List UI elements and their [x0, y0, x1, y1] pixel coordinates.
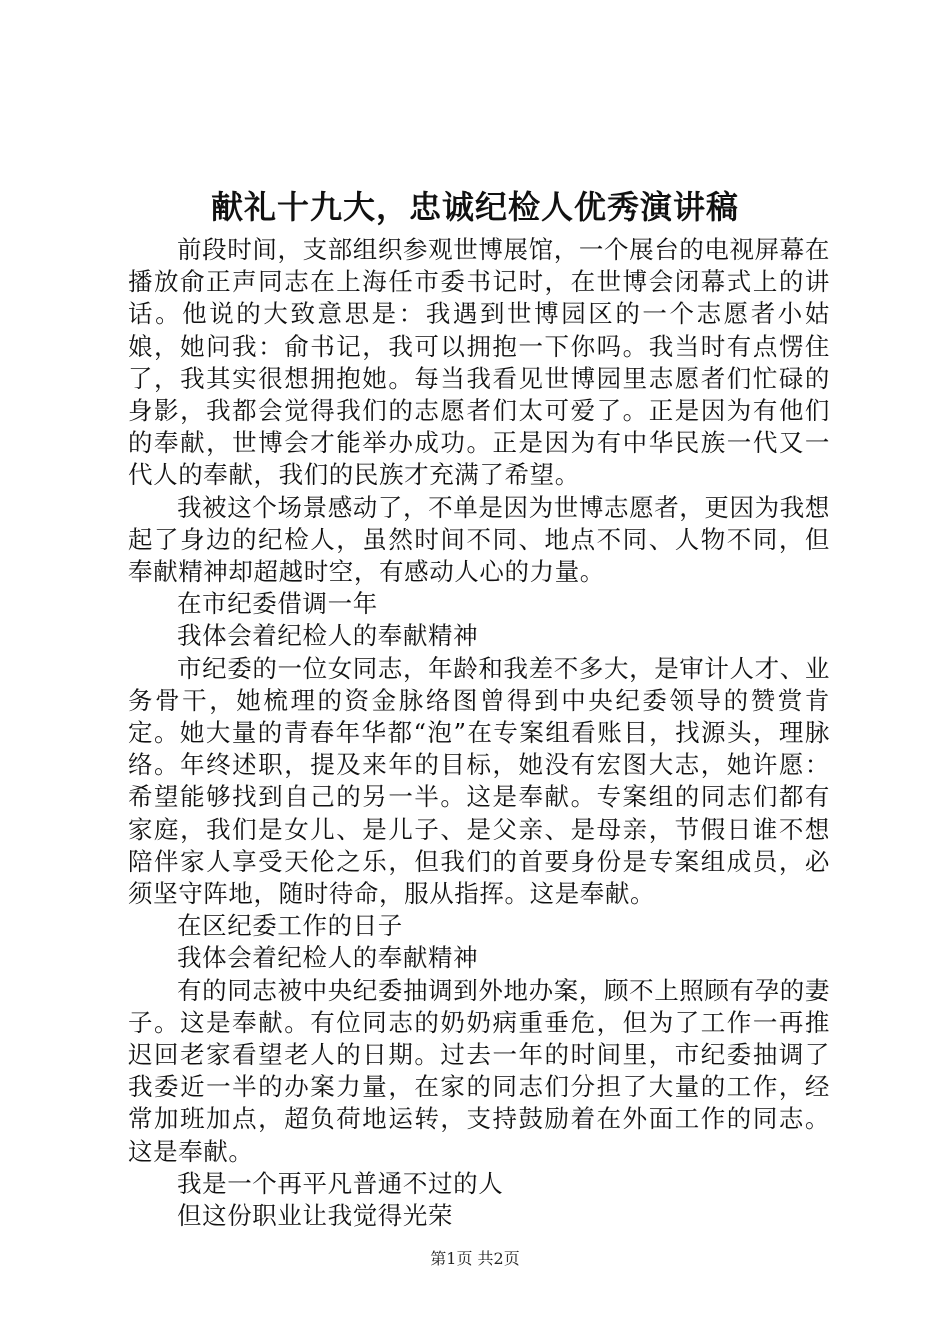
paragraph: 市纪委的一位女同志，年龄和我差不多大，是审计人才、业务骨干，她梳理的资金脉络图曾得到中央纪委领导的赞赏肯定。她大量的青春年华都“泡”在专案组看账目，找源头，理脉络。年终述职，提及来年的目标，她没有宏图大志，她许愿：希望能够找到自己的另一半。这是奉献。专案组的同志们都有家庭，我们是女儿、是儿子、是父亲、是母亲，节假日谁不想陪伴家人享受天伦之乐，但我们的首要身份是专案组成员，必须坚守阵地，随时待命，服从指挥。这是奉献。	[128, 653, 830, 909]
section-line: 在区纪委工作的日子	[177, 911, 403, 941]
section-line: 我是一个再平凡普通不过的人	[177, 1168, 504, 1198]
paragraph: 有的同志被中央纪委抽调到外地办案，顾不上照顾有孕的妻子。这是奉献。有位同志的奶奶病重垂危，但为了工作一再推迟回老家看望老人的日期。过去一年的时间里，市纪委抽调了我委近一半的办案力量，在家的同志们分担了大量的工作，经常加班加点，超负荷地运转，支持鼓励着在外面工作的同志。这是奉献。	[128, 975, 830, 1166]
document-title: 献礼十九大，忠诚纪检人优秀演讲稿	[210, 188, 739, 226]
section-line: 我体会着纪检人的奉献精神	[177, 943, 479, 973]
paragraph: 前段时间，支部组织参观世博展馆，一个展台的电视屏幕在播放俞正声同志在上海任市委书记时，在世博会闭幕式上的讲话。他说的大致意思是：我遇到世博园区的一个志愿者小姑娘，她问我：俞书记，我可以拥抱一下你吗。我当时有点愣住了，我其实很想拥抱她。每当我看见世博园里志愿者们忙碌的身影，我都会觉得我们的志愿者们太可爱了。正是因为有他们的奉献，世博会才能举办成功。正是因为有中华民族一代又一代人的奉献，我们的民族才充满了希望。	[128, 235, 830, 490]
page-footer: 第1页 共2页	[430, 1249, 520, 1268]
section-line: 我体会着纪检人的奉献精神	[177, 621, 479, 651]
section-line: 但这份职业让我觉得光荣	[177, 1201, 454, 1231]
paragraph: 我被这个场景感动了，不单是因为世博志愿者，更因为我想起了身边的纪检人，虽然时间不同、地点不同、人物不同，但奉献精神却超越时空，有感动人心的力量。	[128, 492, 830, 587]
document-body	[128, 234, 830, 1232]
section-line: 在市纪委借调一年	[177, 589, 378, 619]
